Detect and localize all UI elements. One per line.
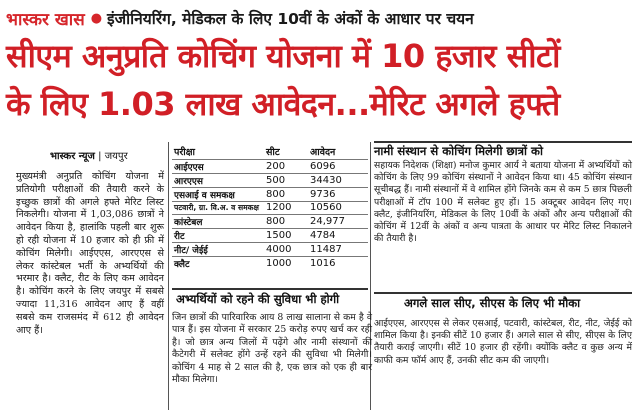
- bottom-right-section-heading: अगले साल सीए, सीएस के लिए भी मौका: [404, 296, 581, 310]
- table-cell-applications: 10560: [308, 202, 368, 215]
- middle-section-heading: अभ्यर्थियों को रहने की सुविधा भी होगी: [176, 292, 340, 306]
- seat-application-table: [172, 144, 368, 270]
- table-cell-applications: 11487: [308, 242, 368, 256]
- brand-label: भास्कर खास: [6, 9, 85, 30]
- table-cell-seats: 1200: [264, 202, 308, 215]
- table-header-seats: सीट: [266, 147, 280, 158]
- table-cell-applications: 34430: [308, 174, 368, 188]
- bullet-dot-icon: ●: [90, 10, 103, 26]
- table-cell-applications: 6096: [308, 160, 368, 174]
- headline-line-1: सीएम अनुप्रति कोचिंग योजना में 10 हजार सीटों: [6, 37, 560, 75]
- middle-section-text: जिन छात्रों की पारिवारिक आय 8 लाख सालाना से कम है वे पात्र हैं। इस योजना में सरकार 25 करोड़ रुपए खर्च कर रही है। जो छात्र अन्य जिलों में पढ़ेंगे और नामी संस्थानों की कैटेगरी में सलेक्ट होंगे उन्हें रहने की सुविधा भी मिलेगी। कोचिंग 4 माह से 2 साल की है, एक छात्र को एक ही बार मौका मिलेगा।: [172, 312, 372, 386]
- table-cell-seats: 800: [264, 214, 308, 228]
- kicker-subtitle: इंजीनियरिंग, मेडिकल के लिए 10वीं के अंकों के आधार पर चयन: [107, 10, 474, 28]
- section-rule-right: [374, 141, 632, 143]
- table-row: [172, 256, 368, 270]
- right-section-text: सहायक निदेशक (शिक्षा) मनोज कुमार आर्य ने बताया योजना में अभ्यर्थियों को कोचिंग के लिए 99 कोचिंग संस्थानों ने आवेदन किया था। 45 कोचिंग संस्थान सूचीबद्ध हैं। नामी संस्थानों में वे शामिल होंगे जिनके कम से कम 5 छात्र पिछली परीक्षाओं में टॉप 100 में सलेक्ट हुए हों। 15 अक्टूबर आवेदन लिए गए। क्लैट, इंजीनियरिंग, मेडिकल के लिए 10वीं के अंकों और अन्य परीक्षाओं की कोचिंग में 12वीं के अंकों व अन्य पात्रता के आधार पर मेरिट लिस्ट निकालने की तैयारी है।: [374, 160, 632, 245]
- headline-line-2: के लिए 1.03 लाख आवेदन...मेरिट अगले हफ्ते: [6, 85, 560, 123]
- bottom-right-section-text: आईएएस, आरएएस से लेकर एसआई, पटवारी, कांस्टेबल, रीट, नीट, जेईई को शामिल किया है। इनकी सीटें 10 हजार हैं। अगले साल से सीए, सीएस के लिए तैयारी कराई जाएगी। सीटें 10 हजार ही रहेंगी। क्योंकि क्लैट व कुछ अन्य में काफी कम फॉर्म आए हैं, उनकी सीट कम की जाएगी।: [374, 318, 632, 366]
- table-row: [172, 188, 368, 202]
- table-cell-exam: आरएएस: [172, 174, 264, 188]
- section-rule-middle: [172, 288, 368, 290]
- table-row: [172, 214, 368, 228]
- table-cell-applications: 4784: [308, 228, 368, 242]
- byline-separator: |: [98, 151, 105, 162]
- table-cell-exam: पटवारी, ग्रा. वि.अ. व समकक्ष: [172, 202, 264, 215]
- byline-source: भास्कर न्यूज: [50, 151, 95, 162]
- table-header-row: [172, 144, 368, 160]
- table-cell-seats: 200: [264, 160, 308, 174]
- table-cell-seats: 1000: [264, 256, 308, 270]
- table-row: [172, 228, 368, 242]
- table-row: [172, 202, 368, 215]
- kicker-line: [6, 6, 474, 30]
- table-cell-seats: 1500: [264, 228, 308, 242]
- table-row: [172, 242, 368, 256]
- table-cell-exam: एसआई व समकक्ष: [172, 188, 264, 202]
- table-cell-applications: 1016: [308, 256, 368, 270]
- table-header-applications: आवेदन: [310, 147, 336, 158]
- table-row: [172, 174, 368, 188]
- table-cell-exam: रीट: [172, 228, 264, 242]
- table-cell-seats: 800: [264, 188, 308, 202]
- table-cell-seats: 500: [264, 174, 308, 188]
- byline: [50, 148, 128, 162]
- table-cell-seats: 4000: [264, 242, 308, 256]
- table-row: [172, 160, 368, 174]
- table-cell-exam: नीट/ जेईई: [172, 242, 264, 256]
- table-cell-applications: 9736: [308, 188, 368, 202]
- left-column-text: मुख्यमंत्री अनुप्रति कोचिंग योजना में प्रतियोगी परीक्षाओं की तैयारी करने के इच्छुक छात्रों की अगले हफ्ते मेरिट लिस्ट निकलेगी। योजना में 1,03,086 छात्रों ने आवेदन किया है, हालांकि पहली बार शुरू हो रही योजना में 10 हजार को ही फ्री में कोचिंग मिलेगी। आईएएस, आरएएस से लेकर कांस्टेबल भर्ती के अभ्यर्थियों की भरमार है। क्लैट, रीट के लिए कम आवेदन है। कोचिंग करने के लिए जयपुर में सबसे ज्यादा 11,316 आवेदन आए हैं वहीं सबसे कम राजसमंद में 612 ही आवेदन आए हैं।: [16, 171, 164, 336]
- right-section-heading: नामी संस्थान से कोचिंग मिलेगी छात्रों को: [374, 144, 543, 158]
- byline-city: जयपुर: [104, 151, 128, 162]
- table-cell-exam: क्लैट: [172, 256, 264, 270]
- table-header-exam: परीक्षा: [174, 147, 196, 158]
- section-rule-bottom-right: [374, 292, 632, 294]
- table-cell-applications: 24,977: [308, 214, 368, 228]
- table-cell-exam: आईएएस: [172, 160, 264, 174]
- column-divider-left: [168, 142, 169, 410]
- table-cell-exam: कांस्टेबल: [172, 214, 264, 228]
